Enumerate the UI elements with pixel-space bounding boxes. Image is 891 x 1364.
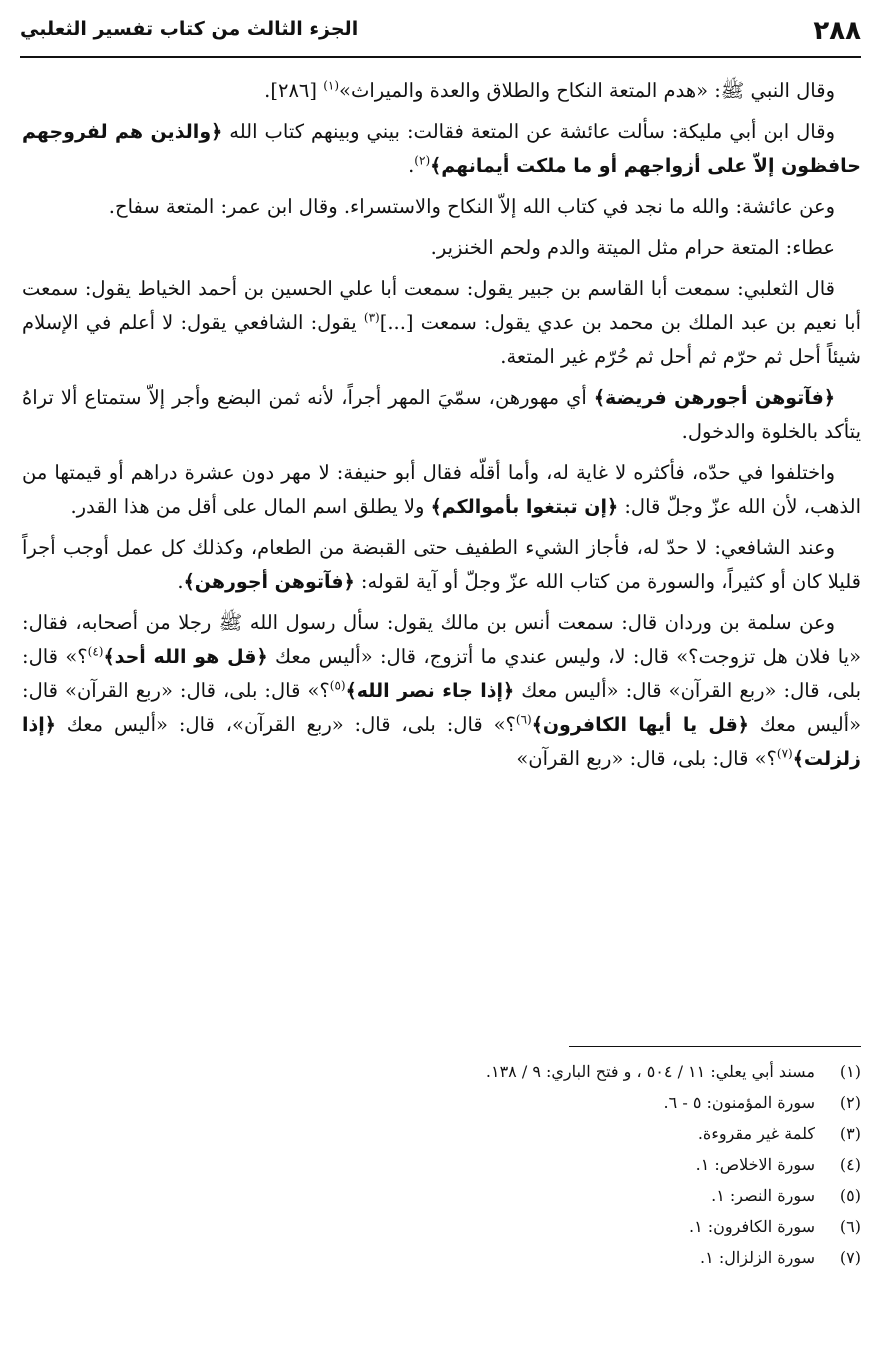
footnote <box>40 1118 861 1149</box>
footnote-text: سورة الزلزال: ١. <box>700 1248 815 1267</box>
text-run: أي مهورهن، سمّيَ المهر أجراً، لأنه ثمن البضع وأجر إلاّ ستمتاع ألا تراهُ يتأكد بالخلوة والدخول. <box>22 386 861 443</box>
footnote-text: سورة المؤمنون: ٥ - ٦. <box>663 1093 815 1112</box>
footnote <box>40 1211 861 1242</box>
text-run: وقال النبي ﷺ: «هدم المتعة النكاح والطلاق والعدة والميراث» <box>339 79 835 102</box>
footnote-separator <box>569 1046 861 1047</box>
footnote-ref: (٥) <box>329 678 346 693</box>
paragraph <box>22 231 861 265</box>
footnote <box>40 1087 861 1118</box>
footnote <box>40 1149 861 1180</box>
footnote-text: مسند أبي يعلي: ١١ / ٥٠٤ ، و فتح الباري: ٩ / ١٣٨. <box>485 1062 815 1081</box>
quran-verse: ﴿قل هو الله أحد﴾ <box>103 646 268 668</box>
main-text <box>22 74 861 783</box>
header-rule <box>20 56 861 58</box>
paragraph <box>22 115 861 183</box>
text-run: وعند الشافعي: لا حدّ له، فأجاز الشيء الطفيف حتى القبضة من الطعام، وكذلك كل عمل أوجب أجراً قليلا كان أو كثيراً، والسورة من كتاب الله عزّ وجلّ أو آية لقوله: <box>22 536 861 593</box>
footnote-ref: (٤) <box>87 644 104 659</box>
footnote-number: (٧) <box>839 1248 861 1267</box>
text-run: يقول: الشافعي يقول: لا أعلم في الإسلام شيئاً أحل ثم حرّم ثم أحل ثم حُرّم غير المتعة. <box>22 311 861 368</box>
footnote <box>40 1056 861 1087</box>
footnote-number: (٦) <box>839 1217 861 1236</box>
text-run: [٢٨٦]. <box>264 79 324 102</box>
paragraph <box>22 606 861 776</box>
text-run: قال الثعلبي: سمعت أبا القاسم بن جبير يقول: سمعت أبا علي الحسين بن أحمد الخياط يقول: سمعت أبا نعيم بن عبد الملك بن محمد بن عدي يقول: سمعت [...] <box>22 277 861 334</box>
paragraph <box>22 531 861 599</box>
footnote-number: (١) <box>839 1062 861 1081</box>
text-run: . <box>408 154 415 177</box>
text-run: ؟» قال: بلى، قال: «ربع القرآن»، قال: «أليس معك <box>55 713 516 736</box>
text-run: . <box>177 570 184 593</box>
paragraph <box>22 456 861 524</box>
footnote <box>40 1180 861 1211</box>
footnote-number: (٤) <box>839 1155 861 1174</box>
text-run: وقال ابن أبي مليكة: سألت عائشة عن المتعة فقالت: بيني وبينهم كتاب الله <box>222 120 835 143</box>
footnote-text: سورة النصر: ١. <box>711 1186 815 1205</box>
footnote-number: (٢) <box>839 1093 861 1112</box>
footnote-ref: (٢) <box>414 153 431 168</box>
text-run: ؟» قال: بلى، قال: «ربع القرآن» قال: «أليس معك <box>22 645 861 702</box>
text-run: عطاء: المتعة حرام مثل الميتة والدم ولحم الخنزير. <box>430 236 835 259</box>
footnote-number: (٥) <box>839 1186 861 1205</box>
footnote-text: سورة الاخلاص: ١. <box>695 1155 815 1174</box>
quran-verse: ﴿والذين هم لفروجهم حافظون إلاّ على أزواجهم أو ما ملكت أيمانهم﴾ <box>22 121 861 177</box>
footnotes <box>40 1056 861 1273</box>
footnote-number: (٣) <box>839 1124 861 1143</box>
footnote-ref: (٧) <box>776 746 793 761</box>
footnote-ref: (٣) <box>363 310 380 325</box>
quran-verse: ﴿فآتوهن أجورهن﴾ <box>183 571 355 593</box>
quran-verse: ﴿إذا جاء نصر الله﴾ <box>345 680 515 702</box>
paragraph <box>22 190 861 224</box>
quran-verse: ﴿قل يا أيها الكافرون﴾ <box>531 714 749 736</box>
text-run: وعن سلمة بن وردان قال: سمعت أنس بن مالك يقول: سأل رسول الله ﷺ رجلا من أصحابه، فقال: «يا فلان هل تزوجت؟» قال: لا، وليس عندي ما أتزوج، قال: «أليس معك <box>22 611 862 668</box>
footnote-text: كلمة غير مقروءة. <box>697 1124 815 1143</box>
text-run: ولا يطلق اسم المال على أقل من هذا القدر. <box>70 495 431 518</box>
paragraph <box>22 74 861 108</box>
paragraph <box>22 381 861 449</box>
quran-verse: ﴿إن تبتغوا بأموالكم﴾ <box>430 496 619 518</box>
quran-verse: ﴿فآتوهن أجورهن فريضة﴾ <box>593 387 835 409</box>
footnote-ref: (١) <box>323 78 340 93</box>
footnote-ref: (٦) <box>515 712 532 727</box>
text-run: ؟» قال: بلى، قال: «ربع القرآن» <box>516 747 777 770</box>
text-run: ؟» قال: بلى، قال: «ربع القرآن» قال: «أليس معك <box>22 679 861 736</box>
quran-verse: ﴿إذا زلزلت﴾ <box>22 714 861 770</box>
footnote-text: سورة الكافرون: ١. <box>688 1217 815 1236</box>
paragraph <box>22 272 861 374</box>
page-header <box>20 14 861 56</box>
running-title: الجزء الثالث من كتاب تفسير الثعلبي <box>20 18 359 40</box>
text-run: وعن عائشة: والله ما نجد في كتاب الله إلاّ النكاح والاستسراء. وقال ابن عمر: المتعة سفاح. <box>108 195 835 218</box>
text-run: واختلفوا في حدّه، فأكثره لا غاية له، وأما أقلّه فقال أبو حنيفة: لا مهر دون عشرة دراهم أو قيمتها من الذهب، لأن الله عزّ وجلّ قال: <box>22 461 861 518</box>
footnote <box>40 1242 861 1273</box>
page-number: ٢٨٨ <box>813 16 861 46</box>
